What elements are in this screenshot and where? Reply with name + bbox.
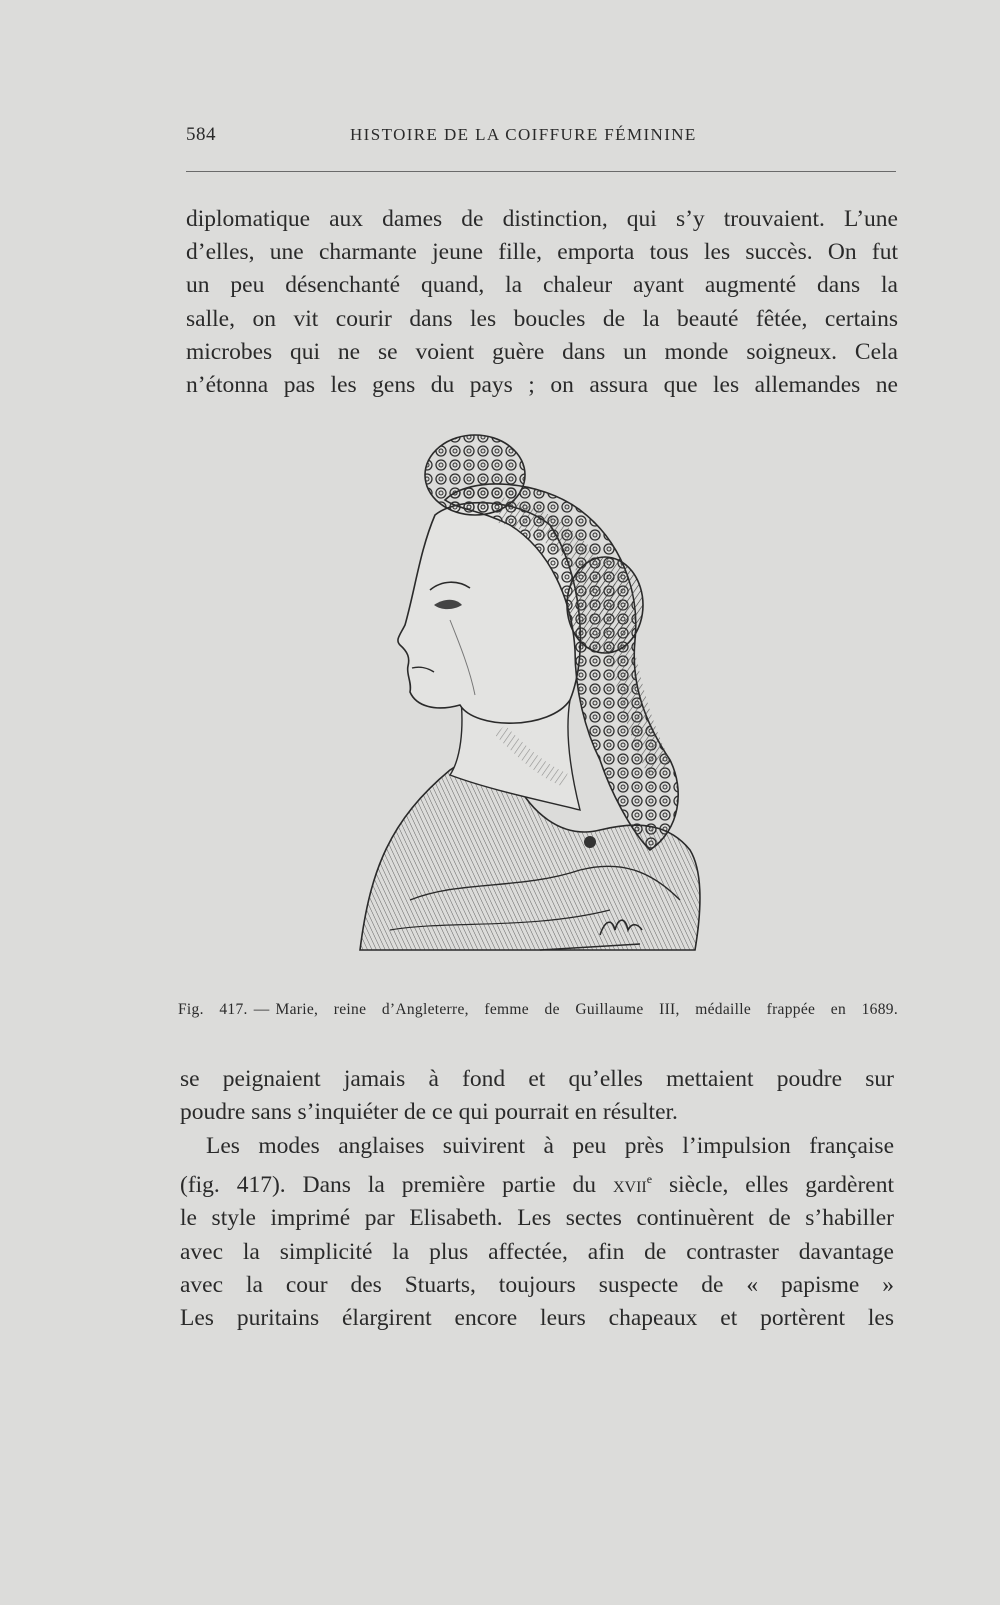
header-rule — [186, 171, 896, 172]
text-line: salle, on vit courir dans les boucles de la beauté fêtée, certains — [186, 305, 898, 332]
page-number: 584 — [186, 124, 216, 145]
engraved-portrait-profile-woman-icon — [350, 430, 730, 980]
paragraph-english-fashions — [180, 1130, 894, 1335]
text-line: microbes qui ne se voient guère dans un monde soigneux. Cela — [186, 338, 898, 365]
text-line: diplomatique aux dames de distinction, qui s’y trouvaient. L’une — [186, 206, 898, 232]
century-numeral: xvii — [612, 1172, 647, 1199]
text-line: se peignaient jamais à fond et qu’elles mettaient poudre sur — [180, 1066, 894, 1092]
text-fragment: (fig. 417). Dans la première partie du — [180, 1172, 613, 1199]
text-line: un peu désenchanté quand, la chaleur ayant augmenté dans la — [186, 272, 898, 299]
text-line: avec la simplicité la plus affectée, afin de contraster davantage — [180, 1238, 894, 1265]
text-line: le style imprimé par Elisabeth. Les sectes continuèrent de s’habiller — [180, 1205, 894, 1232]
text-line: avec la cour des Stuarts, toujours suspecte de « papisme » — [180, 1271, 894, 1298]
running-head — [186, 124, 896, 154]
caption-dash: — — [253, 1001, 270, 1018]
text-line — [180, 1163, 894, 1202]
figure-caption — [178, 1001, 898, 1019]
running-title: HISTOIRE DE LA COIFFURE FÉMININE — [350, 125, 697, 144]
caption-label: Fig. 417. — [178, 1001, 248, 1018]
paragraph-continued — [186, 203, 898, 402]
paragraph-continued-after-figure — [180, 1063, 894, 1129]
portrait-engraving — [350, 430, 730, 980]
text-line: Les puritains élargirent encore leurs chapeaux et portèrent les — [180, 1305, 894, 1332]
text-line: poudre sans s’inquiéter de ce qui pourrait en résulter. — [180, 1099, 678, 1126]
text-line: Les modes anglaises suivirent à peu près l’impulsion française — [206, 1133, 894, 1159]
century-superscript: e — [646, 1172, 653, 1187]
caption-text: Marie, reine d’Angleterre, femme de Guillaume III, médaille frappée en 1689. — [275, 1001, 898, 1018]
text-fragment: siècle, elles gardèrent — [652, 1172, 895, 1199]
text-line: n’étonna pas les gens du pays ; on assura que les allemandes ne — [186, 372, 898, 399]
text-line: d’elles, une charmante jeune fille, emporta tous les succès. On fut — [186, 239, 898, 266]
